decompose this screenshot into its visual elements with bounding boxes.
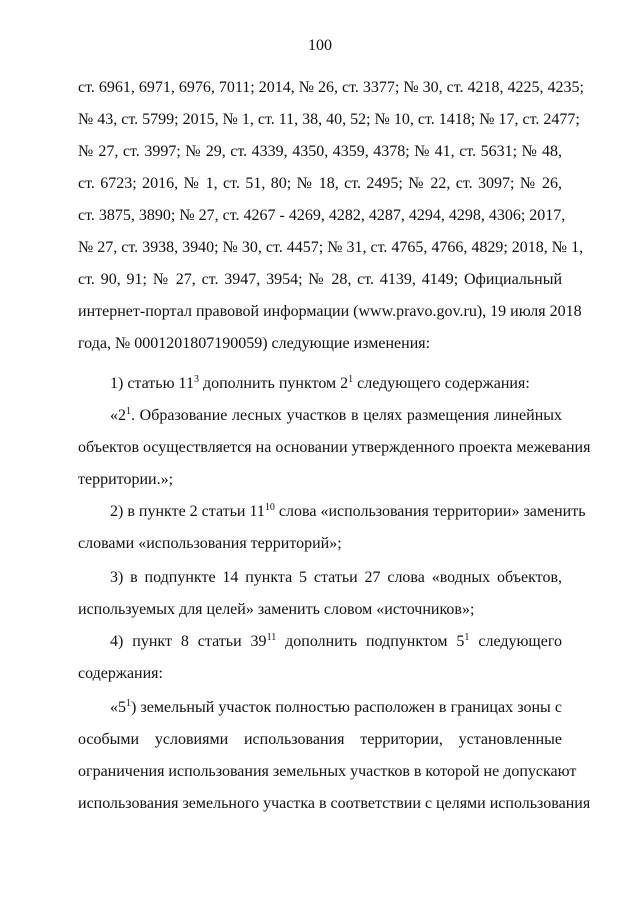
amendment-item-4: 4) пункт 8 статьи $39^{11}$ дополнить подпунктом $5^1$ следующего: [110, 632, 563, 650]
quote-paragraph-1: «$2^1$. Образование лесных участков в целях размещения линейных: [110, 406, 562, 424]
text-line: объектов осуществляется на основании утвержденного проекта межевания: [78, 439, 591, 456]
text-line: территории.»;: [78, 471, 174, 488]
text-line: словами «использования территорий»;: [78, 535, 342, 552]
text-line: № 27, ст. 3938, 3940; № 30, ст. 4457; № 31, ст. 4765, 4766, 4829; 2018, № 1,: [78, 239, 584, 256]
text-line: используемых для целей» заменить словом «источников»;: [78, 601, 475, 618]
text-line: особыми условиями использования территории, установленные: [78, 731, 562, 748]
amendment-item-1: 1) статью $11^3$ дополнить пунктом $2^1$ следующего содержания:: [110, 374, 530, 392]
text-line: № 27, ст. 3997; № 29, ст. 4339, 4350, 4359, 4378; № 41, ст. 5631; № 48,: [78, 143, 562, 160]
text-line: ст. 6961, 6971, 6976, 7011; 2014, № 26, ст. 3377; № 30, ст. 4218, 4225, 4235;: [78, 79, 584, 96]
amendment-item-2: 2) в пункте 2 статьи $11^{10}$ слова «использования территории» заменить: [110, 502, 586, 520]
text-line: интернет-портал правовой информации (www.pravo.gov.ru), 19 июля 2018: [78, 303, 582, 320]
text-line: № 43, ст. 5799; 2015, № 1, ст. 11, 38, 40, 52; № 10, ст. 1418; № 17, ст. 2477;: [78, 111, 580, 128]
text-line: содержания:: [78, 665, 163, 682]
text-line: использования земельного участка в соответствии с целями использования: [78, 795, 591, 812]
amendment-item-3: 3) в подпункте 14 пункта 5 статьи 27 слова «водных объектов,: [110, 569, 562, 586]
text-line: ст. 3875, 3890; № 27, ст. 4267 - 4269, 4282, 4287, 4294, 4298, 4306; 2017,: [78, 207, 566, 224]
text-line: ст. 6723; 2016, № 1, ст. 51, 80; № 18, ст. 2495; № 22, ст. 3097; № 26,: [78, 175, 562, 192]
quote-paragraph-2: «$5^1$) земельный участок полностью расположен в границах зоны с: [110, 698, 562, 716]
text-line: ст. 90, 91; № 27, ст. 3947, 3954; № 28, ст. 4139, 4149; Официальный: [78, 271, 562, 288]
text-line: года, № 0001201807190059) следующие изменения:: [78, 335, 431, 352]
text-line: ограничения использования земельных участков в которой не допускают: [78, 763, 577, 780]
page-number: 100: [308, 37, 332, 54]
